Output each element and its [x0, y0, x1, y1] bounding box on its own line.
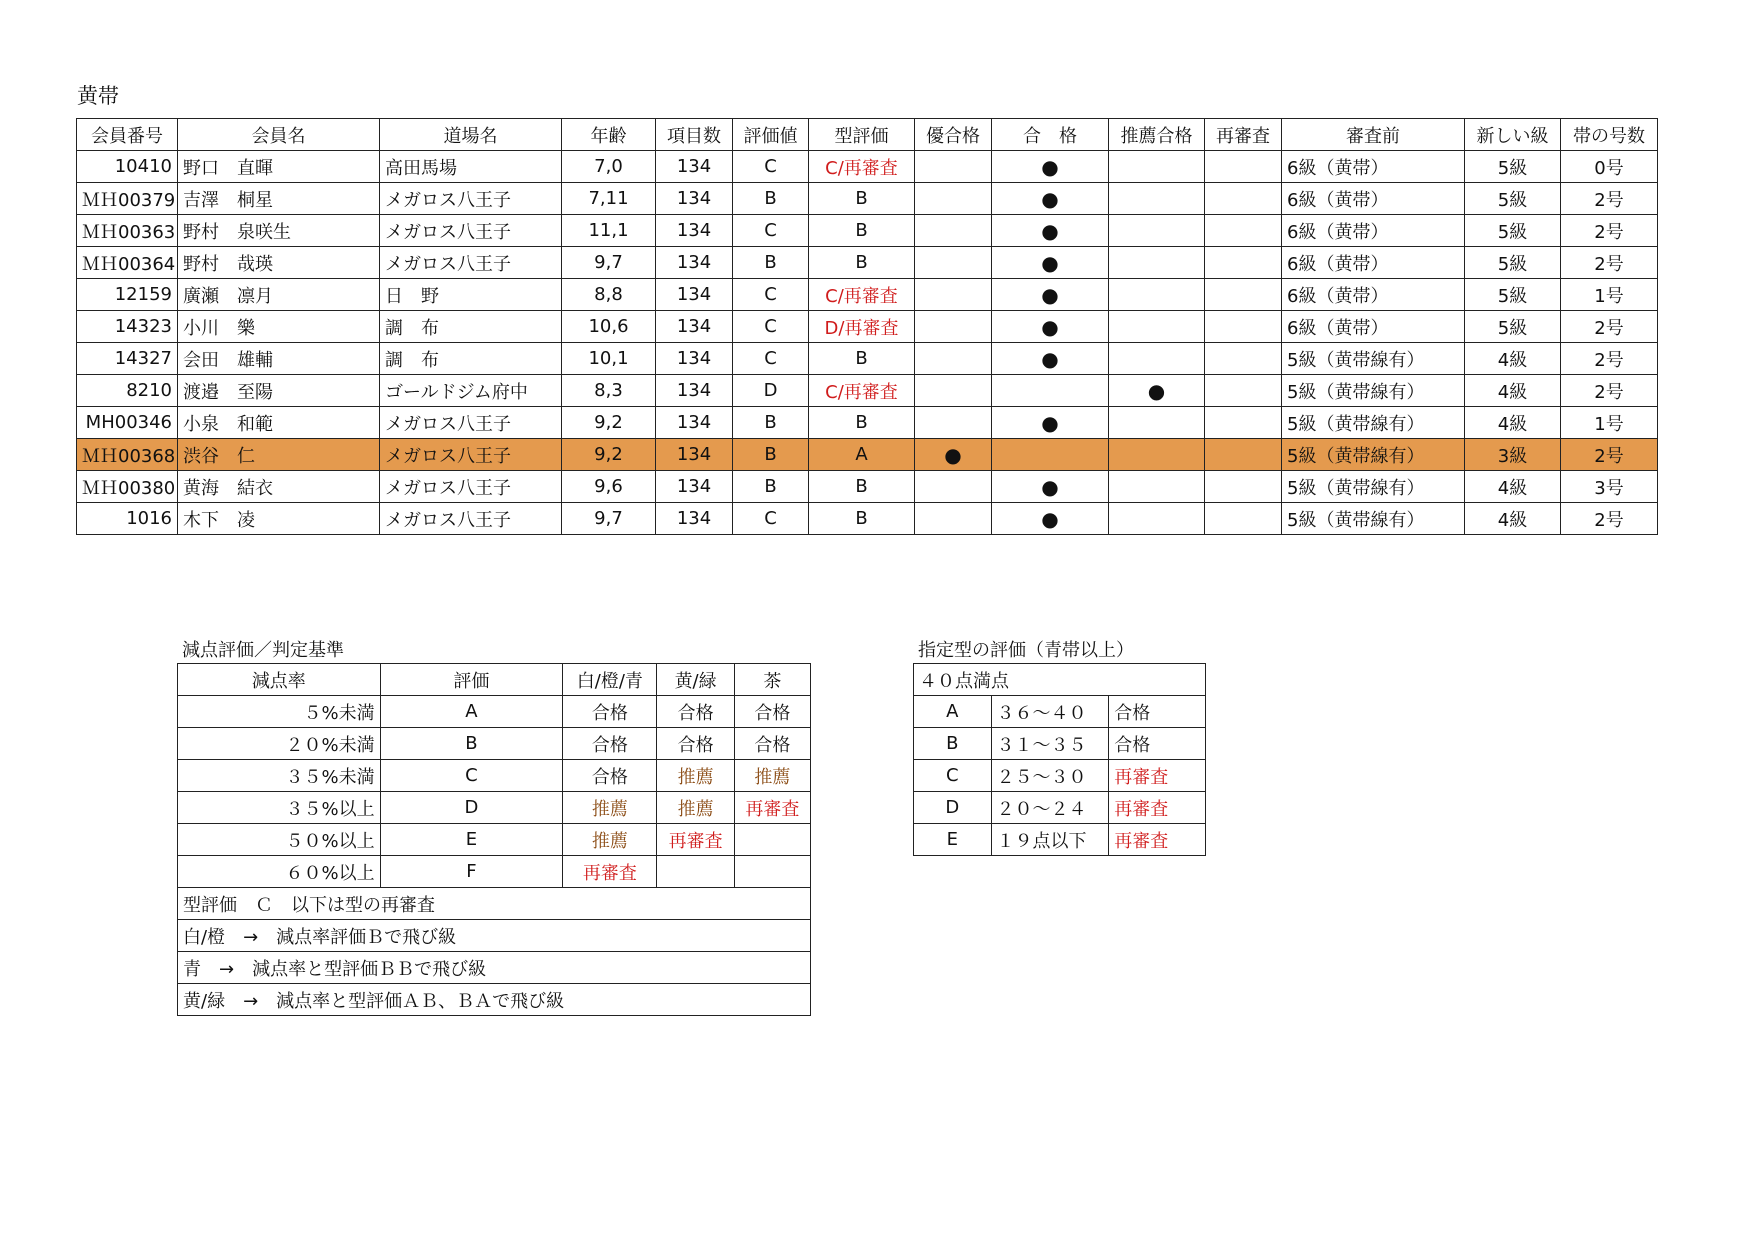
- recommended-pass-cell: [1109, 311, 1205, 343]
- reexam-cell: [1205, 503, 1282, 535]
- new-rank-cell: 5級: [1465, 247, 1561, 279]
- member-id-cell: 14327: [77, 343, 178, 375]
- reexam-cell: [1205, 215, 1282, 247]
- criteria-yellow-green-cell: 推薦: [657, 792, 734, 824]
- member-name-cell: 木下 凌: [178, 503, 380, 535]
- items-cell: 134: [656, 183, 733, 215]
- table-row: [77, 215, 1658, 247]
- before-exam-cell: 6級（黄帯）: [1282, 311, 1465, 343]
- kata-result-cell: 再審査: [1109, 792, 1206, 824]
- score-cell: C: [733, 279, 809, 311]
- col-header-excellent-pass: 優合格: [915, 119, 992, 151]
- table-row: [77, 439, 1658, 471]
- member-name-cell: 渡邉 至陽: [178, 375, 380, 407]
- score-cell: B: [733, 247, 809, 279]
- kata-eval-table: [913, 663, 1206, 856]
- table-row: [178, 856, 811, 888]
- before-exam-cell: 6級（黄帯）: [1282, 279, 1465, 311]
- recommended-pass-cell: [1109, 471, 1205, 503]
- dojo-cell: メガロス八王子: [380, 503, 562, 535]
- criteria-note: 黄/緑 → 減点率と型評価ＡＢ、ＢＡで飛び級: [178, 984, 811, 1016]
- belt-number-cell: 2号: [1561, 311, 1658, 343]
- reexam-cell: [1205, 247, 1282, 279]
- kata-range-cell: １９点以下: [991, 824, 1109, 856]
- kata-eval-header: ４０点満点: [914, 664, 1206, 696]
- member-id-cell: ＭＨ00363: [77, 215, 178, 247]
- dojo-cell: メガロス八王子: [380, 247, 562, 279]
- items-cell: 134: [656, 247, 733, 279]
- member-id-cell: ＭＨ00379: [77, 183, 178, 215]
- items-cell: 134: [656, 151, 733, 183]
- before-exam-cell: 6級（黄帯）: [1282, 215, 1465, 247]
- criteria-rate-cell: ３５%未満: [178, 760, 381, 792]
- col-header-recommended-pass: 推薦合格: [1109, 119, 1205, 151]
- criteria-header-brown: 茶: [734, 664, 810, 696]
- kata-cell: B: [809, 215, 915, 247]
- recommended-pass-cell: [1109, 343, 1205, 375]
- kata-range-cell: ２５～３０: [991, 760, 1109, 792]
- member-name-cell: 廣瀬 凛月: [178, 279, 380, 311]
- new-rank-cell: 4級: [1465, 503, 1561, 535]
- excellent-pass-cell: ●: [915, 439, 992, 471]
- items-cell: 134: [656, 407, 733, 439]
- age-cell: 7,0: [562, 151, 656, 183]
- items-cell: 134: [656, 439, 733, 471]
- reexam-cell: [1205, 151, 1282, 183]
- table-row: [77, 471, 1658, 503]
- reexam-cell: [1205, 439, 1282, 471]
- criteria-note-row: [178, 984, 811, 1016]
- excellent-pass-cell: [915, 375, 992, 407]
- kata-cell: C/再審査: [809, 279, 915, 311]
- score-cell: B: [733, 183, 809, 215]
- age-cell: 8,8: [562, 279, 656, 311]
- criteria-brown-cell: 合格: [734, 696, 810, 728]
- pass-cell: ●: [992, 311, 1109, 343]
- before-exam-cell: 6級（黄帯）: [1282, 183, 1465, 215]
- criteria-yellow-green-cell: [657, 856, 734, 888]
- criteria-grade-cell: A: [380, 696, 563, 728]
- score-cell: C: [733, 343, 809, 375]
- kata-range-cell: ３６～４０: [991, 696, 1109, 728]
- new-rank-cell: 4級: [1465, 407, 1561, 439]
- belt-number-cell: 2号: [1561, 343, 1658, 375]
- kata-grade-cell: D: [914, 792, 992, 824]
- col-header-pass: 合 格: [992, 119, 1109, 151]
- member-id-cell: ＭＨ00368: [77, 439, 178, 471]
- kata-eval-title: 指定型の評価（青帯以上）: [918, 640, 1134, 661]
- age-cell: 10,1: [562, 343, 656, 375]
- criteria-grade-cell: C: [380, 760, 563, 792]
- kata-cell: B: [809, 183, 915, 215]
- excellent-pass-cell: [915, 503, 992, 535]
- dojo-cell: メガロス八王子: [380, 407, 562, 439]
- belt-number-cell: 2号: [1561, 439, 1658, 471]
- table-row: [914, 696, 1206, 728]
- member-id-cell: 12159: [77, 279, 178, 311]
- member-name-cell: 渋谷 仁: [178, 439, 380, 471]
- col-header-before-exam: 審査前: [1282, 119, 1465, 151]
- pass-cell: ●: [992, 503, 1109, 535]
- criteria-note: 型評価 Ｃ 以下は型の再審査: [178, 888, 811, 920]
- member-table-header: [77, 119, 1658, 151]
- pass-cell: ●: [992, 279, 1109, 311]
- score-cell: C: [733, 503, 809, 535]
- score-cell: D: [733, 375, 809, 407]
- member-id-cell: 8210: [77, 375, 178, 407]
- belt-number-cell: 0号: [1561, 151, 1658, 183]
- kata-cell: B: [809, 471, 915, 503]
- recommended-pass-cell: ●: [1109, 375, 1205, 407]
- table-row: [77, 311, 1658, 343]
- excellent-pass-cell: [915, 151, 992, 183]
- new-rank-cell: 5級: [1465, 151, 1561, 183]
- kata-cell: B: [809, 503, 915, 535]
- criteria-grade-cell: D: [380, 792, 563, 824]
- member-name-cell: 小川 樂: [178, 311, 380, 343]
- pass-cell: ●: [992, 471, 1109, 503]
- belt-number-cell: 1号: [1561, 407, 1658, 439]
- member-name-cell: 吉澤 桐星: [178, 183, 380, 215]
- excellent-pass-cell: [915, 471, 992, 503]
- dojo-cell: メガロス八王子: [380, 215, 562, 247]
- criteria-yellow-green-cell: 合格: [657, 728, 734, 760]
- kata-range-cell: ３１～３５: [991, 728, 1109, 760]
- pass-cell: ●: [992, 183, 1109, 215]
- recommended-pass-cell: [1109, 183, 1205, 215]
- criteria-rate-cell: ５%未満: [178, 696, 381, 728]
- score-cell: C: [733, 151, 809, 183]
- new-rank-cell: 3級: [1465, 439, 1561, 471]
- kata-cell: D/再審査: [809, 311, 915, 343]
- items-cell: 134: [656, 311, 733, 343]
- kata-grade-cell: B: [914, 728, 992, 760]
- items-cell: 134: [656, 279, 733, 311]
- belt-number-cell: 2号: [1561, 183, 1658, 215]
- col-header-member-name: 会員名: [178, 119, 380, 151]
- score-cell: B: [733, 407, 809, 439]
- recommended-pass-cell: [1109, 151, 1205, 183]
- dojo-cell: メガロス八王子: [380, 183, 562, 215]
- age-cell: 9,2: [562, 407, 656, 439]
- new-rank-cell: 4級: [1465, 343, 1561, 375]
- items-cell: 134: [656, 215, 733, 247]
- col-header-belt-number: 帯の号数: [1561, 119, 1658, 151]
- before-exam-cell: 5級（黄帯線有）: [1282, 439, 1465, 471]
- member-id-cell: 1016: [77, 503, 178, 535]
- belt-number-cell: 1号: [1561, 279, 1658, 311]
- member-table: [76, 118, 1658, 535]
- reexam-cell: [1205, 407, 1282, 439]
- table-row: [914, 760, 1206, 792]
- criteria-header-yellow-green: 黄/緑: [657, 664, 734, 696]
- new-rank-cell: 5級: [1465, 279, 1561, 311]
- recommended-pass-cell: [1109, 407, 1205, 439]
- criteria-header-white-orange-blue: 白/橙/青: [563, 664, 657, 696]
- age-cell: 9,2: [562, 439, 656, 471]
- recommended-pass-cell: [1109, 279, 1205, 311]
- belt-number-cell: 2号: [1561, 247, 1658, 279]
- age-cell: 9,6: [562, 471, 656, 503]
- criteria-title: 減点評価／判定基準: [182, 640, 344, 661]
- before-exam-cell: 5級（黄帯線有）: [1282, 471, 1465, 503]
- member-id-cell: ＭＨ00364: [77, 247, 178, 279]
- belt-number-cell: 2号: [1561, 503, 1658, 535]
- recommended-pass-cell: [1109, 247, 1205, 279]
- reexam-cell: [1205, 375, 1282, 407]
- table-row: [914, 824, 1206, 856]
- kata-range-cell: ２０～２４: [991, 792, 1109, 824]
- col-header-dojo: 道場名: [380, 119, 562, 151]
- criteria-header-row: [178, 664, 811, 696]
- dojo-cell: 調 布: [380, 343, 562, 375]
- member-name-cell: 野口 直暉: [178, 151, 380, 183]
- col-header-items: 項目数: [656, 119, 733, 151]
- table-row: [77, 247, 1658, 279]
- kata-cell: C/再審査: [809, 375, 915, 407]
- member-id-cell: MH00346: [77, 407, 178, 439]
- recommended-pass-cell: [1109, 503, 1205, 535]
- criteria-white-orange-blue-cell: 再審査: [563, 856, 657, 888]
- dojo-cell: メガロス八王子: [380, 439, 562, 471]
- kata-grade-cell: E: [914, 824, 992, 856]
- age-cell: 9,7: [562, 247, 656, 279]
- table-row: [77, 183, 1658, 215]
- pass-cell: ●: [992, 343, 1109, 375]
- before-exam-cell: 6級（黄帯）: [1282, 151, 1465, 183]
- criteria-white-orange-blue-cell: 合格: [563, 696, 657, 728]
- kata-cell: B: [809, 343, 915, 375]
- reexam-cell: [1205, 343, 1282, 375]
- criteria-brown-cell: [734, 856, 810, 888]
- criteria-note-row: [178, 920, 811, 952]
- criteria-rate-cell: ６０%以上: [178, 856, 381, 888]
- new-rank-cell: 5級: [1465, 215, 1561, 247]
- kata-eval-header-row: [914, 664, 1206, 696]
- criteria-brown-cell: 合格: [734, 728, 810, 760]
- member-name-cell: 野村 泉咲生: [178, 215, 380, 247]
- table-row: [77, 279, 1658, 311]
- excellent-pass-cell: [915, 183, 992, 215]
- criteria-note-row: [178, 952, 811, 984]
- reexam-cell: [1205, 279, 1282, 311]
- new-rank-cell: 4級: [1465, 471, 1561, 503]
- table-row: [77, 375, 1658, 407]
- dojo-cell: 高田馬場: [380, 151, 562, 183]
- dojo-cell: 調 布: [380, 311, 562, 343]
- excellent-pass-cell: [915, 279, 992, 311]
- excellent-pass-cell: [915, 311, 992, 343]
- belt-number-cell: 2号: [1561, 375, 1658, 407]
- criteria-yellow-green-cell: 再審査: [657, 824, 734, 856]
- criteria-note-row: [178, 888, 811, 920]
- recommended-pass-cell: [1109, 215, 1205, 247]
- criteria-yellow-green-cell: 推薦: [657, 760, 734, 792]
- dojo-cell: メガロス八王子: [380, 471, 562, 503]
- table-row: [77, 151, 1658, 183]
- col-header-age: 年齢: [562, 119, 656, 151]
- table-row: [178, 792, 811, 824]
- criteria-header-grade: 評価: [380, 664, 563, 696]
- score-cell: C: [733, 311, 809, 343]
- pass-cell: [992, 439, 1109, 471]
- pass-cell: ●: [992, 407, 1109, 439]
- kata-result-cell: 合格: [1109, 696, 1206, 728]
- items-cell: 134: [656, 503, 733, 535]
- age-cell: 9,7: [562, 503, 656, 535]
- pass-cell: ●: [992, 151, 1109, 183]
- criteria-rate-cell: ２０%未満: [178, 728, 381, 760]
- member-name-cell: 黄海 結衣: [178, 471, 380, 503]
- member-name-cell: 小泉 和範: [178, 407, 380, 439]
- criteria-rate-cell: ５０%以上: [178, 824, 381, 856]
- new-rank-cell: 4級: [1465, 375, 1561, 407]
- criteria-grade-cell: B: [380, 728, 563, 760]
- table-row: [178, 760, 811, 792]
- pass-cell: ●: [992, 215, 1109, 247]
- kata-grade-cell: A: [914, 696, 992, 728]
- criteria-yellow-green-cell: 合格: [657, 696, 734, 728]
- reexam-cell: [1205, 183, 1282, 215]
- member-name-cell: 野村 哉瑛: [178, 247, 380, 279]
- table-row: [178, 728, 811, 760]
- new-rank-cell: 5級: [1465, 311, 1561, 343]
- col-header-kata: 型評価: [809, 119, 915, 151]
- kata-cell: B: [809, 407, 915, 439]
- kata-result-cell: 合格: [1109, 728, 1206, 760]
- criteria-white-orange-blue-cell: 推薦: [563, 824, 657, 856]
- kata-result-cell: 再審査: [1109, 824, 1206, 856]
- items-cell: 134: [656, 343, 733, 375]
- table-row: [77, 343, 1658, 375]
- kata-grade-cell: C: [914, 760, 992, 792]
- excellent-pass-cell: [915, 247, 992, 279]
- col-header-reexam: 再審査: [1205, 119, 1282, 151]
- dojo-cell: 日 野: [380, 279, 562, 311]
- reexam-cell: [1205, 311, 1282, 343]
- member-id-cell: 14323: [77, 311, 178, 343]
- before-exam-cell: 5級（黄帯線有）: [1282, 503, 1465, 535]
- member-id-cell: 10410: [77, 151, 178, 183]
- criteria-brown-cell: 推薦: [734, 760, 810, 792]
- member-id-cell: ＭＨ00380: [77, 471, 178, 503]
- table-row: [77, 407, 1658, 439]
- excellent-pass-cell: [915, 215, 992, 247]
- before-exam-cell: 6級（黄帯）: [1282, 247, 1465, 279]
- table-row: [914, 728, 1206, 760]
- excellent-pass-cell: [915, 407, 992, 439]
- items-cell: 134: [656, 471, 733, 503]
- sheet-title: 黄帯: [77, 84, 119, 108]
- kata-cell: C/再審査: [809, 151, 915, 183]
- score-cell: B: [733, 471, 809, 503]
- belt-number-cell: 2号: [1561, 215, 1658, 247]
- table-row: [914, 792, 1206, 824]
- criteria-grade-cell: E: [380, 824, 563, 856]
- new-rank-cell: 5級: [1465, 183, 1561, 215]
- kata-cell: B: [809, 247, 915, 279]
- items-cell: 134: [656, 375, 733, 407]
- table-row: [178, 824, 811, 856]
- col-header-score: 評価値: [733, 119, 809, 151]
- before-exam-cell: 5級（黄帯線有）: [1282, 407, 1465, 439]
- criteria-header-rate: 減点率: [178, 664, 381, 696]
- table-row: [178, 696, 811, 728]
- age-cell: 8,3: [562, 375, 656, 407]
- member-name-cell: 会田 雄輔: [178, 343, 380, 375]
- col-header-member-id: 会員番号: [77, 119, 178, 151]
- score-cell: B: [733, 439, 809, 471]
- dojo-cell: ゴールドジム府中: [380, 375, 562, 407]
- criteria-white-orange-blue-cell: 合格: [563, 760, 657, 792]
- criteria-white-orange-blue-cell: 合格: [563, 728, 657, 760]
- age-cell: 11,1: [562, 215, 656, 247]
- criteria-table: [177, 663, 811, 1016]
- criteria-note: 白/橙 → 減点率評価Ｂで飛び級: [178, 920, 811, 952]
- excellent-pass-cell: [915, 343, 992, 375]
- criteria-brown-cell: [734, 824, 810, 856]
- criteria-grade-cell: F: [380, 856, 563, 888]
- table-row: [77, 503, 1658, 535]
- before-exam-cell: 5級（黄帯線有）: [1282, 343, 1465, 375]
- criteria-brown-cell: 再審査: [734, 792, 810, 824]
- criteria-white-orange-blue-cell: 推薦: [563, 792, 657, 824]
- before-exam-cell: 5級（黄帯線有）: [1282, 375, 1465, 407]
- age-cell: 10,6: [562, 311, 656, 343]
- age-cell: 7,11: [562, 183, 656, 215]
- pass-cell: [992, 375, 1109, 407]
- pass-cell: ●: [992, 247, 1109, 279]
- kata-cell: A: [809, 439, 915, 471]
- score-cell: C: [733, 215, 809, 247]
- criteria-rate-cell: ３５%以上: [178, 792, 381, 824]
- kata-result-cell: 再審査: [1109, 760, 1206, 792]
- reexam-cell: [1205, 471, 1282, 503]
- col-header-new-rank: 新しい級: [1465, 119, 1561, 151]
- criteria-note: 青 → 減点率と型評価ＢＢで飛び級: [178, 952, 811, 984]
- recommended-pass-cell: [1109, 439, 1205, 471]
- belt-number-cell: 3号: [1561, 471, 1658, 503]
